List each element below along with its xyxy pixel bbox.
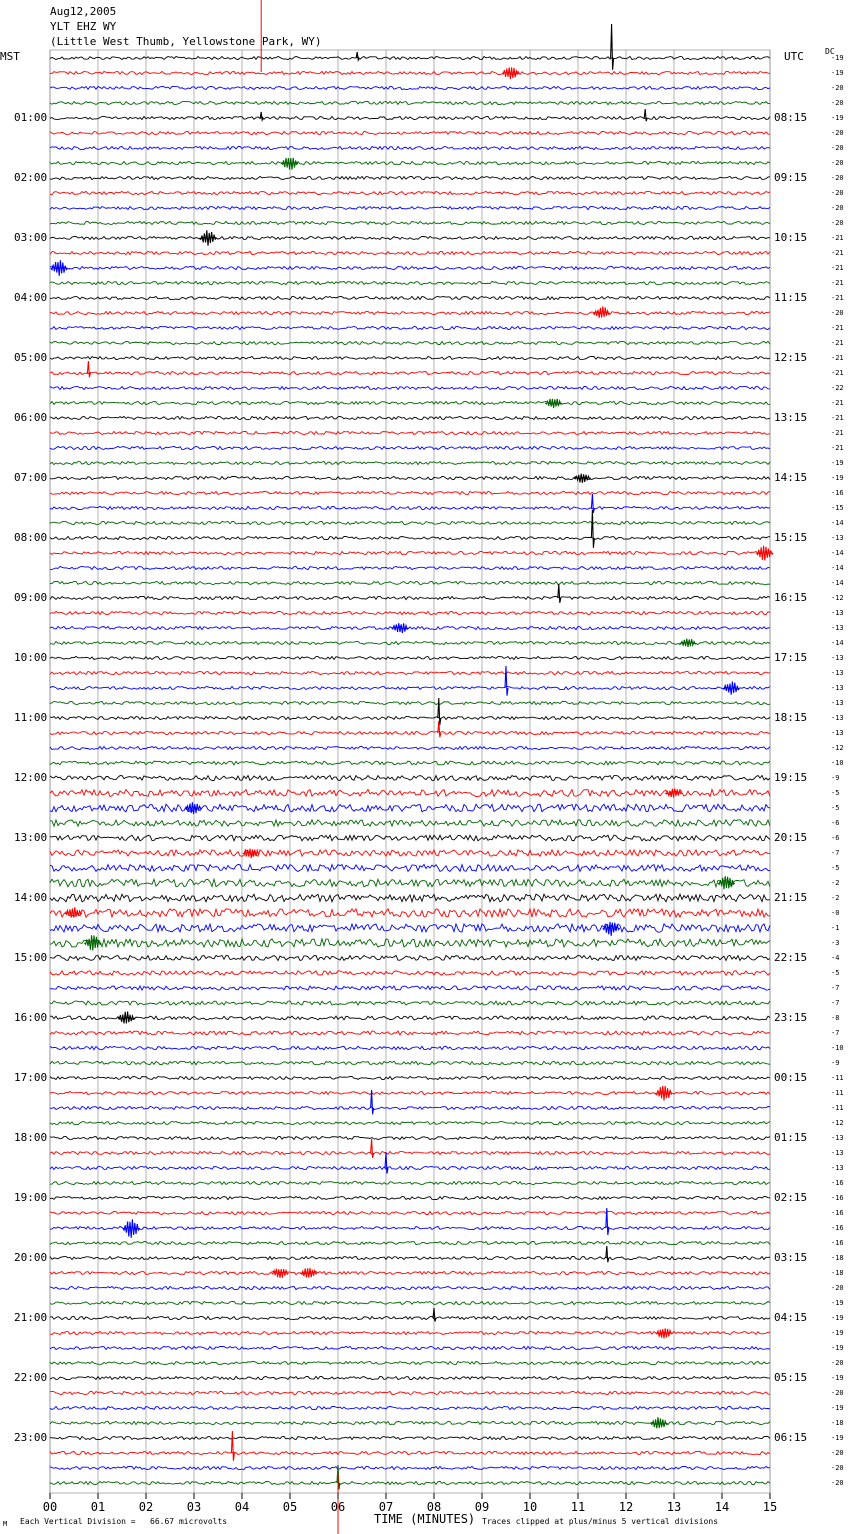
trace-row-83 — [50, 1301, 770, 1304]
event-row-78-34 — [123, 1219, 140, 1238]
left-hour-label-0900: 09:00 — [14, 591, 48, 604]
left-hour-label-1700: 17:00 — [14, 1071, 48, 1084]
event-row-85-40 — [656, 1328, 673, 1338]
dc-offset-row-84: -19 — [831, 1314, 844, 1322]
station-location: (Little West Thumb, Yellowstone Park, WY) — [50, 35, 322, 48]
right-hour-label-2115: 21:15 — [774, 891, 808, 904]
trace-row-7 — [50, 161, 770, 164]
event-row-32-13 — [591, 510, 594, 548]
dc-offset-row-10: -20 — [831, 204, 844, 212]
dc-offset-row-55: -2 — [831, 879, 840, 887]
dc-offset-row-9: -20 — [831, 189, 844, 197]
x-tick-label-15: 15 — [762, 1500, 778, 1514]
dc-offset-row-52: -6 — [831, 834, 840, 842]
dc-offset-row-63: -7 — [831, 999, 840, 1007]
x-tick-label-03: 03 — [186, 1500, 202, 1514]
dc-offset-row-94: -20 — [831, 1464, 844, 1472]
trace-row-6 — [50, 146, 770, 149]
right-hour-label-0315: 03:15 — [774, 1251, 808, 1264]
trace-row-31 — [50, 521, 770, 524]
dc-offset-row-88: -19 — [831, 1374, 844, 1382]
trace-row-19 — [50, 341, 770, 344]
left-hour-label-0700: 07:00 — [14, 471, 48, 484]
dc-offset-row-6: -20 — [831, 144, 844, 152]
dc-offset-row-95: -20 — [831, 1479, 844, 1487]
dc-offset-row-91: -18 — [831, 1419, 844, 1427]
trace-row-43 — [50, 701, 770, 704]
dc-offset-row-73: -13 — [831, 1149, 844, 1157]
dc-offset-row-25: -21 — [831, 429, 844, 437]
dc-offset-row-49: -5 — [831, 789, 840, 797]
dc-offset-row-47: -10 — [831, 759, 844, 767]
trace-row-53 — [50, 850, 770, 856]
trace-row-37 — [50, 611, 770, 614]
trace-row-34 — [50, 566, 770, 569]
x-tick-label-09: 09 — [474, 1500, 490, 1514]
trace-row-8 — [50, 176, 770, 179]
left-hour-label-1100: 11:00 — [14, 711, 48, 724]
x-axis-label: TIME (MINUTES) — [374, 1512, 476, 1526]
trace-row-15 — [50, 281, 770, 284]
dc-offset-row-33: -14 — [831, 549, 844, 557]
trace-row-46 — [50, 746, 770, 749]
left-hour-label-1500: 15:00 — [14, 951, 48, 964]
trace-row-56 — [50, 894, 770, 902]
dc-offset-row-64: -8 — [831, 1014, 840, 1022]
dc-offset-row-17: -20 — [831, 309, 844, 317]
event-row-58-27 — [603, 922, 620, 936]
trace-row-28 — [50, 476, 770, 479]
trace-row-38 — [50, 626, 770, 629]
dc-offset-row-89: -20 — [831, 1389, 844, 1397]
x-tick-label-06: 06 — [330, 1500, 346, 1514]
trace-row-92 — [50, 1436, 770, 1439]
seismic-events — [51, 24, 773, 1489]
dc-offset-row-23: -21 — [831, 399, 844, 407]
dc-offset-row-43: -13 — [831, 699, 844, 707]
dc-offset-row-67: -9 — [831, 1059, 840, 1067]
event-row-93-42 — [231, 1431, 234, 1461]
left-hour-label-0600: 06:00 — [14, 411, 48, 424]
dc-offset-row-74: -13 — [831, 1164, 844, 1172]
dc-offset-row-78: -16 — [831, 1224, 844, 1232]
dc-offset-row-45: -13 — [831, 729, 844, 737]
dc-offset-row-8: -20 — [831, 174, 844, 182]
clip-note: Traces clipped at plus/minus 5 vertical divisions — [482, 1517, 719, 1526]
trace-row-74 — [50, 1166, 770, 1169]
event-row-38-16 — [392, 623, 409, 633]
trace-row-77 — [50, 1211, 770, 1214]
dc-offset-row-80: -18 — [831, 1254, 844, 1262]
left-timezone-label: MST — [0, 50, 20, 63]
dc-offset-row-4: -19 — [831, 114, 844, 122]
dc-offset-row-14: -21 — [831, 264, 844, 272]
event-row-17-8 — [593, 306, 610, 317]
trace-row-9 — [50, 191, 770, 194]
trace-row-39 — [50, 641, 770, 644]
right-hour-label-0415: 04:15 — [774, 1311, 808, 1324]
dc-offset-row-24: -21 — [831, 414, 844, 422]
dc-offset-row-11: -20 — [831, 219, 844, 227]
dc-offset-row-50: -5 — [831, 804, 840, 812]
dc-offset-row-60: -4 — [831, 954, 840, 962]
dc-offset-row-58: -1 — [831, 924, 840, 932]
trace-row-44 — [50, 716, 770, 719]
dc-label: DC — [825, 47, 835, 56]
right-hour-label-0915: 09:15 — [774, 171, 808, 184]
event-row-55-25 — [718, 876, 735, 889]
x-tick-label-04: 04 — [234, 1500, 250, 1514]
x-tick-label-02: 02 — [138, 1500, 154, 1514]
trace-row-79 — [50, 1241, 770, 1244]
right-hour-label-1715: 17:15 — [774, 651, 808, 664]
left-hour-label-0500: 05:00 — [14, 351, 48, 364]
trace-row-64 — [50, 1016, 770, 1020]
trace-row-35 — [50, 581, 770, 584]
dc-offset-row-16: -21 — [831, 294, 844, 302]
right-hour-label-1215: 12:15 — [774, 351, 808, 364]
trace-row-66 — [50, 1046, 770, 1049]
event-row-0-0 — [356, 52, 359, 60]
x-tick-label-14: 14 — [714, 1500, 730, 1514]
dc-offset-row-48: -9 — [831, 774, 840, 782]
trace-row-21 — [50, 371, 770, 374]
right-hour-label-2215: 22:15 — [774, 951, 808, 964]
trace-row-50 — [50, 804, 770, 812]
event-row-80-36 — [606, 1246, 609, 1262]
right-hour-label-0015: 00:15 — [774, 1071, 808, 1084]
right-hour-label-1415: 14:15 — [774, 471, 808, 484]
trace-row-42 — [50, 686, 770, 689]
trace-row-89 — [50, 1391, 770, 1394]
event-row-42-19 — [505, 666, 508, 696]
trace-row-11 — [50, 221, 770, 224]
trace-row-0 — [50, 56, 770, 59]
dc-offset-row-69: -11 — [831, 1089, 844, 1097]
dc-offset-row-90: -19 — [831, 1404, 844, 1412]
right-hour-label-1015: 10:15 — [774, 231, 808, 244]
trace-row-49 — [50, 790, 770, 797]
dc-offset-row-75: -16 — [831, 1179, 844, 1187]
trace-row-65 — [50, 1031, 770, 1035]
dc-offset-row-79: -16 — [831, 1239, 844, 1247]
dc-offset-row-7: -20 — [831, 159, 844, 167]
station-code: YLT EHZ WY — [50, 20, 117, 33]
event-row-84-39 — [433, 1308, 436, 1322]
dc-offset-row-22: -22 — [831, 384, 844, 392]
dc-offset-row-3: -20 — [831, 99, 844, 107]
trace-row-10 — [50, 206, 770, 209]
trace-row-33 — [50, 551, 770, 554]
dc-offset-row-56: -2 — [831, 894, 840, 902]
dc-offset-row-62: -7 — [831, 984, 840, 992]
trace-row-13 — [50, 251, 770, 254]
event-row-21-9 — [87, 361, 90, 377]
right-hour-label-0215: 02:15 — [774, 1191, 808, 1204]
event-row-12-6 — [200, 230, 217, 245]
dc-offset-row-71: -12 — [831, 1119, 844, 1127]
dc-offset-row-61: -5 — [831, 969, 840, 977]
trace-row-81 — [50, 1271, 770, 1274]
trace-row-84 — [50, 1316, 770, 1319]
minute-gridlines — [50, 50, 770, 1493]
dc-offset-row-54: -5 — [831, 864, 840, 872]
trace-row-32 — [50, 536, 770, 539]
event-row-33-14 — [756, 546, 773, 561]
time-markers — [261, 0, 338, 1534]
trace-row-2 — [50, 86, 770, 89]
trace-row-51 — [50, 820, 770, 826]
x-tick-label-07: 07 — [378, 1500, 394, 1514]
dc-offset-row-83: -19 — [831, 1299, 844, 1307]
trace-row-62 — [50, 986, 770, 990]
event-row-44-20 — [438, 698, 441, 725]
event-row-91-41 — [651, 1417, 668, 1428]
dc-offset-row-1: -19 — [831, 69, 844, 77]
trace-row-23 — [50, 401, 770, 404]
dc-offset-row-20: -21 — [831, 354, 844, 362]
plot-frame — [50, 50, 770, 1493]
time-axis — [43, 1493, 777, 1514]
right-hour-label-0515: 05:15 — [774, 1371, 808, 1384]
x-tick-label-12: 12 — [618, 1500, 634, 1514]
trace-row-61 — [50, 971, 770, 975]
trace-row-25 — [50, 431, 770, 434]
dc-offset-row-39: -14 — [831, 639, 844, 647]
trace-row-17 — [50, 311, 770, 314]
dc-offset-row-15: -21 — [831, 279, 844, 287]
right-hour-label-2315: 23:15 — [774, 1011, 808, 1024]
dc-offset-row-68: -11 — [831, 1074, 844, 1082]
right-hour-label-0815: 08:15 — [774, 111, 808, 124]
trace-row-87 — [50, 1361, 770, 1364]
trace-row-82 — [50, 1286, 770, 1289]
trace-row-70 — [50, 1106, 770, 1109]
trace-row-40 — [50, 656, 770, 659]
right-hour-label-0615: 06:15 — [774, 1431, 808, 1444]
trace-row-80 — [50, 1256, 770, 1259]
dc-offset-row-82: -20 — [831, 1284, 844, 1292]
right-hour-label-1515: 15:15 — [774, 531, 808, 544]
dc-offset-row-28: -19 — [831, 474, 844, 482]
trace-rows — [50, 56, 770, 1484]
dc-offset-row-26: -21 — [831, 444, 844, 452]
trace-row-1 — [50, 71, 770, 74]
dc-offset-row-18: -21 — [831, 324, 844, 332]
dc-offset-row-35: -14 — [831, 579, 844, 587]
trace-row-60 — [50, 955, 770, 960]
dc-offset-row-12: -21 — [831, 234, 844, 242]
x-tick-label-08: 08 — [426, 1500, 442, 1514]
trace-row-29 — [50, 491, 770, 494]
trace-row-67 — [50, 1061, 770, 1065]
trace-row-5 — [50, 131, 770, 134]
trace-row-73 — [50, 1151, 770, 1154]
dc-offset-row-5: -20 — [831, 129, 844, 137]
dc-offset-row-87: -20 — [831, 1359, 844, 1367]
dc-offset-row-31: -14 — [831, 519, 844, 527]
dc-offset-row-19: -21 — [831, 339, 844, 347]
dc-offset-row-77: -16 — [831, 1209, 844, 1217]
trace-row-90 — [50, 1406, 770, 1409]
right-hour-label-2015: 20:15 — [774, 831, 808, 844]
trace-row-57 — [50, 909, 770, 917]
dc-offset-row-38: -13 — [831, 624, 844, 632]
dc-offset-row-32: -13 — [831, 534, 844, 542]
dc-offset-row-0: -19 — [831, 54, 844, 62]
trace-row-26 — [50, 446, 770, 449]
trace-row-22 — [50, 386, 770, 389]
trace-row-88 — [50, 1376, 770, 1379]
dc-offset-row-40: -13 — [831, 654, 844, 662]
left-hour-label-1900: 19:00 — [14, 1191, 48, 1204]
trace-row-20 — [50, 356, 770, 359]
dc-offset-row-65: -7 — [831, 1029, 840, 1037]
left-hour-label-0300: 03:00 — [14, 231, 48, 244]
left-hour-label-2000: 20:00 — [14, 1251, 48, 1264]
trace-row-68 — [50, 1076, 770, 1079]
record-date: Aug12,2005 — [50, 5, 117, 18]
dc-offset-row-34: -14 — [831, 564, 844, 572]
dc-offset-row-37: -13 — [831, 609, 844, 617]
dc-offset-row-21: -21 — [831, 369, 844, 377]
trace-row-58 — [50, 924, 770, 932]
dc-offset-row-92: -19 — [831, 1434, 844, 1442]
x-tick-label-01: 01 — [90, 1500, 106, 1514]
dc-offset-row-44: -13 — [831, 714, 844, 722]
trace-row-4 — [50, 116, 770, 119]
trace-row-48 — [50, 775, 770, 780]
x-tick-label-00: 00 — [42, 1500, 58, 1514]
trace-row-54 — [50, 864, 770, 871]
x-tick-label-05: 05 — [282, 1500, 298, 1514]
trace-row-12 — [50, 236, 770, 239]
trace-row-27 — [50, 461, 770, 464]
trace-row-75 — [50, 1181, 770, 1184]
trace-row-45 — [50, 731, 770, 734]
dc-offset-row-93: -20 — [831, 1449, 844, 1457]
left-hour-label-1600: 16:00 — [14, 1011, 48, 1024]
event-row-74-33 — [385, 1152, 388, 1174]
event-row-4-3 — [260, 112, 263, 120]
x-tick-label-10: 10 — [522, 1500, 538, 1514]
left-hour-label-1200: 12:00 — [14, 771, 48, 784]
dc-offset-row-13: -21 — [831, 249, 844, 257]
left-hour-label-2300: 23:00 — [14, 1431, 48, 1444]
dc-offset-row-42: -13 — [831, 684, 844, 692]
event-row-49-22 — [665, 789, 682, 798]
right-timezone-label: UTC — [784, 50, 804, 63]
trace-row-93 — [50, 1451, 770, 1454]
trace-row-41 — [50, 671, 770, 674]
event-row-4-4 — [644, 109, 647, 121]
left-hour-label-0100: 01:00 — [14, 111, 48, 124]
dc-offset-row-36: -12 — [831, 594, 844, 602]
left-hour-label-0400: 04:00 — [14, 291, 48, 304]
trace-row-78 — [50, 1226, 770, 1229]
trace-row-86 — [50, 1346, 770, 1349]
trace-row-18 — [50, 326, 770, 329]
dc-offset-row-53: -7 — [831, 849, 840, 857]
dc-offset-row-2: -20 — [831, 84, 844, 92]
event-row-59-28 — [84, 935, 101, 950]
right-hour-label-1615: 16:15 — [774, 591, 808, 604]
trace-row-24 — [50, 416, 770, 419]
left-hour-label-1000: 10:00 — [14, 651, 48, 664]
dc-offset-row-29: -16 — [831, 489, 844, 497]
dc-offset-row-70: -11 — [831, 1104, 844, 1112]
trace-row-55 — [50, 879, 770, 887]
dc-offset-row-57: -0 — [831, 909, 840, 917]
left-hour-label-0800: 08:00 — [14, 531, 48, 544]
right-hour-label-1815: 18:15 — [774, 711, 808, 724]
trace-row-30 — [50, 506, 770, 509]
dc-offset-row-76: -16 — [831, 1194, 844, 1202]
scale-note: Each Vertical Division = 66.67 microvolts — [20, 1517, 228, 1526]
dc-offset-row-51: -6 — [831, 819, 840, 827]
event-row-57-26 — [65, 907, 82, 917]
left-hour-label-1300: 13:00 — [14, 831, 48, 844]
trace-row-94 — [50, 1466, 770, 1469]
trace-row-63 — [50, 1001, 770, 1005]
trace-row-36 — [50, 596, 770, 599]
left-hour-label-1800: 18:00 — [14, 1131, 48, 1144]
dc-offset-row-81: -18 — [831, 1269, 844, 1277]
trace-row-72 — [50, 1136, 770, 1139]
dc-offset-row-86: -19 — [831, 1344, 844, 1352]
footer-mark: M — [3, 1520, 8, 1528]
dc-offset-row-30: -15 — [831, 504, 844, 512]
trace-row-3 — [50, 101, 770, 104]
x-tick-label-13: 13 — [666, 1500, 682, 1514]
right-hour-label-1915: 19:15 — [774, 771, 808, 784]
event-row-36-15 — [558, 584, 561, 603]
dc-offset-row-72: -13 — [831, 1134, 844, 1142]
trace-row-71 — [50, 1121, 770, 1124]
trace-row-47 — [50, 761, 770, 765]
dc-offset-row-27: -19 — [831, 459, 844, 467]
right-hour-label-1115: 11:15 — [774, 291, 808, 304]
event-row-69-30 — [656, 1086, 673, 1101]
dc-offset-row-41: -13 — [831, 669, 844, 677]
right-hour-label-0115: 01:15 — [774, 1131, 808, 1144]
right-hour-label-1315: 13:15 — [774, 411, 808, 424]
trace-row-76 — [50, 1196, 770, 1199]
dc-offset-row-85: -19 — [831, 1329, 844, 1337]
left-hour-label-1400: 14:00 — [14, 891, 48, 904]
trace-row-95 — [50, 1481, 770, 1484]
event-row-0-1 — [611, 24, 614, 70]
trace-row-16 — [50, 296, 770, 299]
trace-row-52 — [50, 835, 770, 841]
event-row-39-17 — [680, 639, 697, 647]
event-row-78-35 — [606, 1208, 609, 1235]
left-hour-label-0200: 02:00 — [14, 171, 48, 184]
dc-offset-row-59: -3 — [831, 939, 840, 947]
trace-row-14 — [50, 266, 770, 269]
event-row-73-32 — [371, 1139, 374, 1158]
left-hour-label-2100: 21:00 — [14, 1311, 48, 1324]
event-row-81-37 — [272, 1269, 289, 1278]
trace-row-59 — [50, 939, 770, 947]
dc-offset-row-46: -12 — [831, 744, 844, 752]
dc-offset-row-66: -10 — [831, 1044, 844, 1052]
x-tick-label-11: 11 — [570, 1500, 586, 1514]
left-hour-label-2200: 22:00 — [14, 1371, 48, 1384]
